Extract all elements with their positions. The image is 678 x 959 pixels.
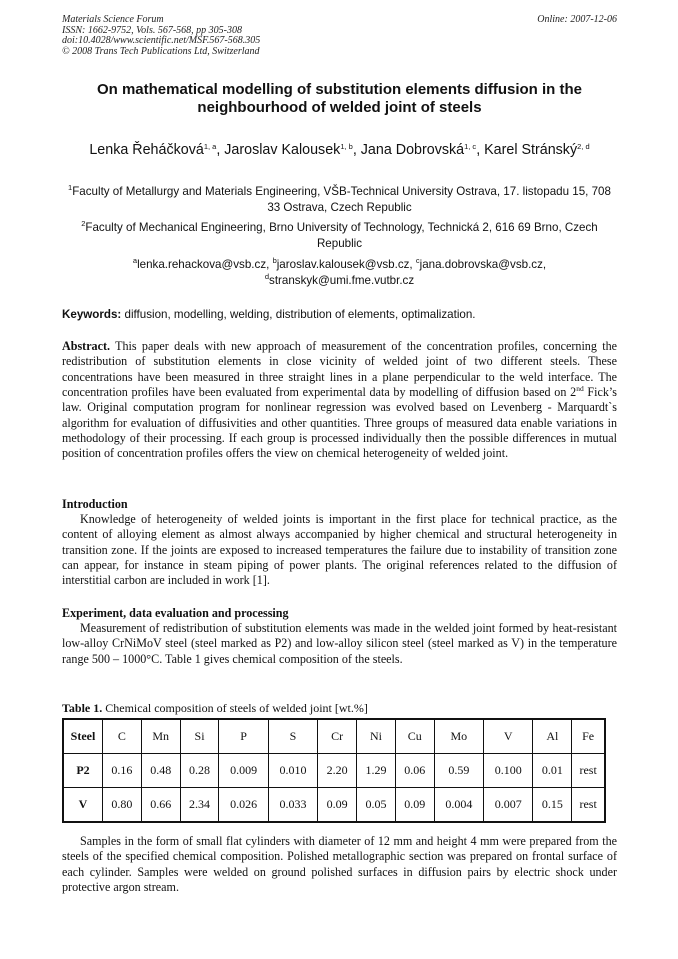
author-superscript: 1, a bbox=[203, 142, 217, 151]
author-separator: , bbox=[352, 142, 361, 158]
table-cell: 0.16 bbox=[103, 754, 142, 788]
table-header-cell: Cr bbox=[318, 719, 357, 754]
experiment-heading: Experiment, data evaluation and processing bbox=[62, 606, 289, 620]
author-superscript: 1, c bbox=[464, 142, 477, 151]
table-cell: 0.009 bbox=[219, 754, 268, 788]
table-header-cell: Steel bbox=[63, 719, 103, 754]
table-cell: 1.29 bbox=[357, 754, 396, 788]
abstract-text-part2: Fick’s law. Original computation program for nonlinear regression was evolved based on Levenberg - Marquardt`s algorithm for evaluation of diffusivities and other quantities. Three groups of measured data enable variations in methodology of their processing. If each group is processed individually then the possible differences in mutual position of concentration profiles offers the view on chemical heterogeneity of welded joint. bbox=[62, 385, 617, 461]
table-header-cell: V bbox=[484, 719, 533, 754]
table-row bbox=[63, 788, 605, 823]
email-address: stranskyk@umi.fme.vutbr.cz bbox=[269, 274, 415, 287]
table-header-cell: Mn bbox=[141, 719, 180, 754]
experiment-paragraph: Measurement of redistribution of substitution elements was made in the welded joint formed by heat-resistant low-alloy CrNiMoV steel (steel marked as P2) and low-alloy silicon steel (steel marked as V) in the temperature range 500 – 1000°C. Table 1 gives chemical composition of the steels. bbox=[62, 621, 617, 666]
author-name: Jana Dobrovská bbox=[360, 142, 465, 158]
table-header-cell: Mo bbox=[434, 719, 483, 754]
online-date: Online: 2007-12-06 bbox=[537, 14, 617, 25]
copyright-line: © 2008 Trans Tech Publications Ltd, Switzerland bbox=[62, 45, 260, 57]
journal-header bbox=[62, 15, 617, 57]
introduction-paragraph: Knowledge of heterogeneity of welded joints is important in the first place for technical practice, as the content of alloying element as almost always accompanied by higher chemical and structural heterogeneity in transition zone. If the joints are exposed to increased temperatures the failure due to instability of transition zone can appear, for instance in steam piping of power plants. The original references related to the diffusion of interstitial carbon are included in work [1]. bbox=[62, 512, 617, 588]
affiliation-1 bbox=[62, 184, 617, 216]
author-separator: , bbox=[476, 142, 485, 158]
email-superscript: a bbox=[132, 256, 138, 265]
email-superscript: c bbox=[415, 256, 420, 265]
table-cell: V bbox=[63, 788, 103, 823]
affiliation-1-superscript: 1 bbox=[68, 183, 73, 192]
composition-table bbox=[62, 718, 606, 823]
email-superscript: d bbox=[264, 272, 270, 281]
table-cell: 2.20 bbox=[318, 754, 357, 788]
email-address: jana.dobrovska@vsb.cz, bbox=[419, 258, 547, 271]
author-separator: , bbox=[216, 142, 225, 158]
affiliation-2 bbox=[62, 220, 617, 252]
table-cell: 0.28 bbox=[180, 754, 219, 788]
doi-line: doi:10.4028/www.scientific.net/MSF.567-568.305 bbox=[62, 35, 261, 46]
table-cell: rest bbox=[572, 754, 605, 788]
table-cell: 0.033 bbox=[268, 788, 317, 823]
table-cell: 0.010 bbox=[268, 754, 317, 788]
table-cell: 0.59 bbox=[434, 754, 483, 788]
table-cell: 2.34 bbox=[180, 788, 219, 823]
email-address: jaroslav.kalousek@vsb.cz, bbox=[276, 258, 416, 271]
abstract-text-part1: This paper deals with new approach of measurement of the concentration profiles, concerning the redistribution of substitution elements in close vicinity of welded joint of two different steels. These concentrations have been measured in three straight lines in a plane perpendicular to the weld interface. The concentration profiles have been evaluated from experimental data by modelling of diffusion based on 2 bbox=[62, 339, 617, 400]
table-header-cell: Ni bbox=[357, 719, 396, 754]
introduction-heading: Introduction bbox=[62, 497, 128, 511]
author-name: Karel Stránský bbox=[484, 142, 578, 158]
keywords-line bbox=[62, 307, 617, 322]
table-row bbox=[63, 754, 605, 788]
table-header-cell: C bbox=[103, 719, 142, 754]
table-caption-text: Chemical composition of steels of welded joint [wt.%] bbox=[102, 701, 368, 715]
table-cell: 0.06 bbox=[395, 754, 434, 788]
abstract-superscript: nd bbox=[576, 384, 584, 394]
email-address: lenka.rehackova@vsb.cz, bbox=[137, 258, 273, 271]
author-name: Lenka Řeháčková bbox=[89, 142, 204, 158]
email-superscript: b bbox=[272, 256, 277, 265]
table-header-row bbox=[63, 719, 605, 754]
samples-paragraph: Samples in the form of small flat cylinders with diameter of 12 mm and height 4 mm were prepared from the steels of the specified chemical composition. Polished metallographic section was prepared on frontal surface of each cylinder. Samples were welded on ground polished surfaces in diffusion pairs by electric shock under protective argon stream. bbox=[62, 834, 617, 895]
author-list bbox=[62, 141, 617, 160]
table-cell: 0.66 bbox=[141, 788, 180, 823]
abstract-paragraph bbox=[62, 339, 617, 462]
table-cell: rest bbox=[572, 788, 605, 823]
table-cell: 0.007 bbox=[484, 788, 533, 823]
table-cell: 0.48 bbox=[141, 754, 180, 788]
affiliation-1-text: Faculty of Metallurgy and Materials Engineering, VŠB-Technical University Ostrava, 17. listopadu 15, 708 33 Ostrava, Czech Republic bbox=[72, 185, 611, 214]
author-name: Jaroslav Kalousek bbox=[224, 142, 341, 158]
table-cell: 0.15 bbox=[533, 788, 572, 823]
paper-title: On mathematical modelling of substitution elements diffusion in the neighbourhood of welded joint of steels bbox=[96, 81, 583, 116]
affiliation-2-superscript: 2 bbox=[81, 219, 86, 228]
table-header-cell: Cu bbox=[395, 719, 434, 754]
table-cell: 0.09 bbox=[318, 788, 357, 823]
table-caption-label: Table 1. bbox=[62, 701, 103, 715]
table-header-cell: P bbox=[219, 719, 268, 754]
table-cell: 0.09 bbox=[395, 788, 434, 823]
affiliation-2-text: Faculty of Mechanical Engineering, Brno University of Technology, Technická 2, 616 69 Brno, Czech Republic bbox=[85, 221, 598, 250]
table-cell: 0.80 bbox=[103, 788, 142, 823]
table-cell: 0.004 bbox=[434, 788, 483, 823]
table-header-cell: Fe bbox=[572, 719, 605, 754]
journal-name: Materials Science Forum bbox=[62, 14, 164, 25]
table-header-cell: Al bbox=[533, 719, 572, 754]
keywords-label: Keywords: bbox=[62, 308, 122, 321]
table-cell: 0.01 bbox=[533, 754, 572, 788]
email-list bbox=[62, 257, 617, 289]
table-header-cell: Si bbox=[180, 719, 219, 754]
keywords-text: diffusion, modelling, welding, distribution of elements, optimalization. bbox=[121, 308, 476, 321]
author-superscript: 1, b bbox=[340, 142, 353, 151]
issn-line: ISSN: 1662-9752, Vols. 567-568, pp 305-308 bbox=[62, 24, 242, 36]
table-cell: 0.026 bbox=[219, 788, 268, 823]
author-superscript: 2, d bbox=[577, 142, 590, 151]
abstract-label: Abstract. bbox=[62, 339, 111, 353]
table-cell: 0.05 bbox=[357, 788, 396, 823]
table-cell: P2 bbox=[63, 754, 103, 788]
table-header-cell: S bbox=[268, 719, 317, 754]
table-caption bbox=[62, 701, 368, 716]
table-cell: 0.100 bbox=[484, 754, 533, 788]
